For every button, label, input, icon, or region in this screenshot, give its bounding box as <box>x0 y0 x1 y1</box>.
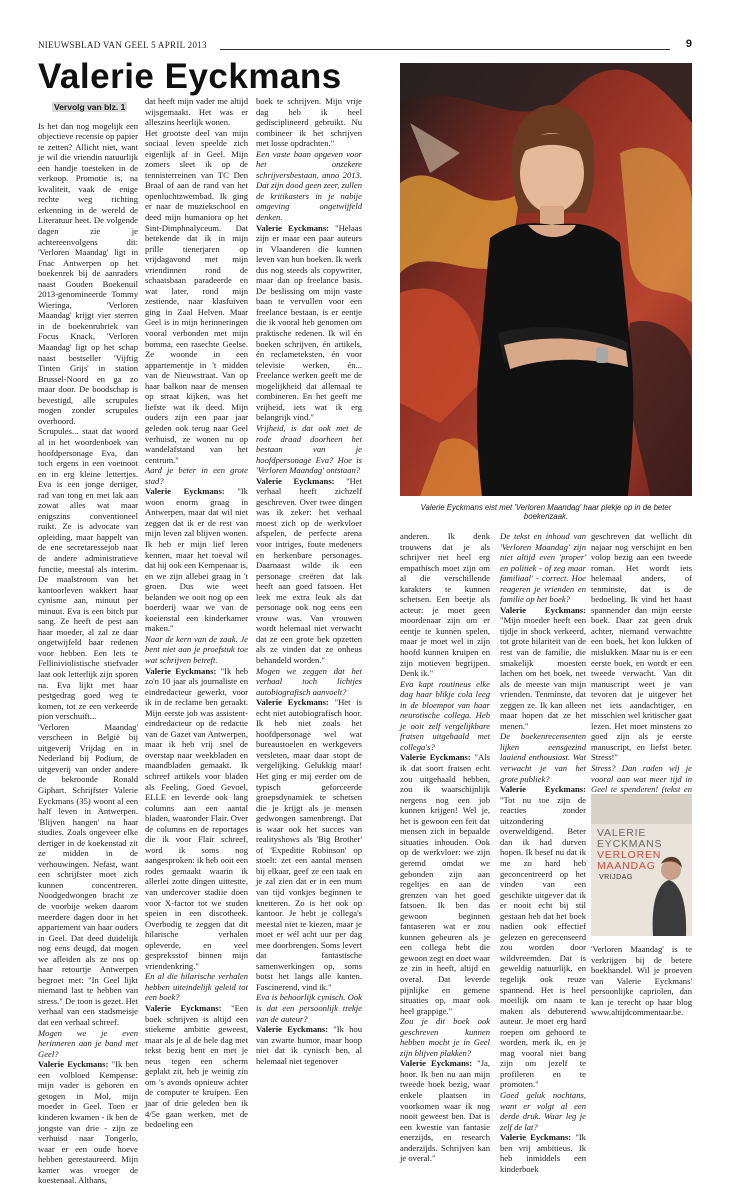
answer-text: "Ik ben een volbloed Kempense: mijn vader is geboren en getogen in Mol, mijn moeder in Geel. Toen er kinderen kwamen - ik ben de jongste van drie - zijn ze verhuisd naar Tongerlo, waar er een oude hoeve hebben gerestaureerd. Mijn kamer was vroeger de koestenaal. Althans, <box>38 1059 138 1186</box>
answer-text: "Ik ben vrij ambitieus. Ik heb inmiddels een kinderboek <box>500 1132 586 1174</box>
question-paragraph: Zou je dit boek ook geschreven kunnen hebben mocht je in Geel zijn blijven plakken? <box>400 1016 490 1058</box>
body-paragraph: 'Verloren Maandag' is te verkrijgen bij de betere boekhandel. Wil je proeven van Valerie Eyckmans' persoonlijke capriolen, dan kan je terecht op haar blog www.altijdcommentaar.be. <box>591 944 692 1018</box>
question-paragraph: De boekenrecensenten lijken eensgezind laaiend enthousiast. Wat verwacht je van het grote publiek? <box>500 731 586 784</box>
column-5 <box>500 531 586 1174</box>
question-paragraph: Een vaste baan opgeven voor het onzekere schrijversbestaan, anno 2013. Dat zijn dood geen zeer, zullen de kritikasters in je nabije omgeving ongetwijfeld denken. <box>256 148 362 223</box>
masthead <box>38 40 692 54</box>
speaker-label: Valerie Eyckmans: <box>38 1059 109 1070</box>
body-paragraph <box>256 1024 362 1066</box>
question-paragraph: Stress? Dan raden wij je vooral aan wat meer tijd in Geel te spenderen! (tekst en <box>591 763 692 795</box>
question-paragraph: Goed geluk nochtans, want er volgt al een derde druk. Waar leg je zelf de lat? <box>500 1089 586 1132</box>
book-title: VERLOREN MAANDAG <box>597 849 662 872</box>
masthead-rule <box>220 49 670 50</box>
book-title-block <box>597 828 689 872</box>
body-paragraph <box>500 605 586 732</box>
column-6-top <box>591 531 692 805</box>
body-paragraph: 'Verloren Maandag' verscheen in België bij uitgeverij Vrijdag en in Nederland bij Podium, de uitgeverij van onder andere de bekroonde Ronald Giphart. Schrijfster Valerie Eyckmans (35) woont al een half leven in Antwerpen. 'Blijven hangen' na haar studies. Zoals ongeveer elke dertiger in de koekenstad zit ze midden in de verhouwingen. Nefast, want een schrijfster moet zich kunnen concentreren. Noodgedwongen bracht ze de voorbije weken daarom meerdere dagen door in het appartement van haar ouders in Geel. Dat deed duidelijk nog eens deugd, dat mogen we afleiden als ze ons op haar retourtje Antwerpen begroet met: "In Geel lijkt niemand last te hebben van stress." De toon is gezet. Het verhaal van een stadsmeisje dat een verhaal schreef. <box>38 721 138 1028</box>
speaker-label: Valerie Eyckmans: <box>500 784 586 795</box>
body-paragraph <box>145 486 248 634</box>
answer-text: "Het verhaal heeft zichzelf geschreven. Over twee dingen was ik zeker: het verhaal moest zich op de werkvloer afspelen, de perfecte arena voor intriges, foute medeners en herkenbare personages. Daarnaast wilde ik een personage creëren dat lak heeft aan goed fatsoen. Het leek me extra leuk als dat personage ook nog eens een vrouw was. Van vrouwen wordt helemaal niet verwacht dat ze een grote bek opzetten als ze vinden dat ze onheus behandeld worden." <box>256 475 362 665</box>
body-paragraph <box>500 784 586 1090</box>
speaker-label: Valerie Eyckmans: <box>145 486 225 497</box>
page-number: 9 <box>685 38 692 50</box>
answer-text: "Als ik dat soort fratsen echt zou uitgehaald hebben, zou ik waarschijnlijk nergens nog een job kunnen krijgen! Wel je, het is gewoon een feit dat mensen zich in bepaalde situaties inhouden. Ook op de werkvloer: we zijn geremd omdat we gebonden zijn aan regeltjes en aan de grenzen van het goed fatsoen. Ik ben das gewoon beginnen fantaseren wat er zou kunnen gebeuren als je een collega hebt die gewoon zegt en doet waar ze zin in heeft, altijd en overal. Dat leverde pijnlijke en gemene situaties op, maar ook heel grappige." <box>400 752 490 1016</box>
body-paragraph: boek te schrijven. Mijn vrije dag heb ik heel gedisciplineerd gebruikt. Nu combineer ik het schrijven met losse opdrachten." <box>256 96 362 149</box>
question-paragraph: Eva kapt routineus elke dag haar blikje cola leeg in de bloempot van haar neurotische collega. Heb je ooit zelf vergelijkbare fratsen uitgehaald met collega's? <box>400 678 490 752</box>
answer-text: "Het is echt niet autobiografisch hoor. Ik heb niet zoals het hoofdpersonage wel wat bureaustoelen en werkgevers versleten, maar daar stopt de vergelijking. Gelukkig maar! Het ging er mij eerder om de typisch geforceerde groepsdynamiek te schetsen die je krijgt als je mensen gedwongen samenbrengt. Dat is waar ook het succes van realityshows als 'Big Brother' of 'Expeditie Robinson' op stoelt: zet een aantal mensen bij elkaar, geef ze een taak en je zal zien dat er in een mum van tijd vonkjes beginnen te knetteren. Zo is het ook op kantoor. Je hebt je collega's meestal niet te kiezen, maar je moet er wél acht uur per dag mee doorbrengen. Soms levert dat fantastische samenwerkingen op, soms botst het langs alle kanten. Fascinerend, vind ik." <box>256 697 362 992</box>
speaker-label: Valerie Eyckmans: <box>145 665 217 676</box>
continued-from-label: Vervolg van blz. 1 <box>54 102 126 112</box>
answer-text: "Tot nu toe zijn de reacties zonder uitzondering overweldigend. Beter dan ik had durven hopen. Ik besef nu dat ik me zo hard heb geconcentreerd op het vinden van een geschikte uitgever dat ik er nooit echt bij stil gestaan heb dat het boek nadien ook effectief gelezen en gerecenseerd zou worden door wildvreemden. Dat is geweldig natuurlijk, en tegelijk ook reuze spannend. Het is heel moeilijk om naam te maken als debuterend auteur. Je moet erg hard roepen om gehoord te worden, merk ik, en je mag vooral niet bang zijn om jezelf te profileren en te promoten." <box>500 794 586 1090</box>
question-paragraph: De tekst en inhoud van 'Verloren Maandag' zijn niet altijd even 'proper' en politiek - of zeg maar familiaal' - correct. Hoe reageren je vrienden en familie op het boek? <box>500 531 586 605</box>
question-paragraph: Vrijheid, is dat ook met de rode draad doorheen het bestaan van je hoofdpersonage Eva? Hoe is 'Verloren Maandag' ontstaan? <box>256 422 362 476</box>
book-author: VALERIE EYCKMANS <box>597 827 663 850</box>
body-paragraph <box>38 1059 138 1186</box>
headline: Valerie Eyckmans <box>38 57 342 96</box>
speaker-label: Valerie Eyckmans: <box>256 697 329 708</box>
speaker-label: Valerie Eyckmans: <box>256 222 330 233</box>
portrait-photo <box>400 63 692 496</box>
body-paragraph <box>145 1003 248 1130</box>
body-paragraph: dat heeft mijn vader me altijd wijsgemaakt. Het was er alleszins heerlijk wonen. <box>145 96 248 128</box>
body-paragraph <box>256 697 362 992</box>
speaker-label: Valerie Eyckmans: <box>500 604 586 615</box>
newspaper-dateline: NIEUWSBLAD VAN GEEL 5 APRIL 2013 <box>38 40 207 50</box>
column-3 <box>256 96 362 1066</box>
speaker-label: Valerie Eyckmans: <box>400 752 471 763</box>
question-paragraph: Mogen we je even herinneren aan je band met Geel? <box>38 1027 138 1059</box>
photo-caption: Valerie Eyckmans eist met 'Verloren Maandag' haar plekje op in de beter boekenzaak. <box>420 503 672 521</box>
question-paragraph: En al die hilarische verhalen hebben uiteindelijk geleid tot een boek? <box>145 971 248 1003</box>
book-publisher: VRIJDAG <box>599 874 633 881</box>
question-paragraph: Mogen we zeggen dat het verhaal toch lichtjes autobiografisch aanvoelt? <box>256 665 362 697</box>
question-paragraph: Eva is behoorlijk cynisch. Ook is dat een persoonlijk trekje van de auteur? <box>256 992 362 1024</box>
body-paragraph: Het grootste deel van mijn sociaal leven speelde zich eigenlijk af in Geel. Mijn zomers sleet ik op de tennisterreinen van TC Den Braal of aan de rand van het openluchtzwembad. Ik ging er naar de muziekschool en deed mijn humaniora op het Sint-Dimphnalyceum. Dat betekende dat ik in mijn prille tienerjaren op vrijdagavond met mijn vriendinnen rond de schaatsbaan paradeerde en wat later, rond mijn zestiende, naar klasfuiven ging in Zaal Helven. Maar Geel is in mijn herinneringen vooral verbonden met mijn bomma, een rasechte Geelse. Ze woonde in een appartementje in 't midden van de Nieuwstraat. Van op haar balkon naar de mensen op straat kijken, was het liefste wat ik deed. Mijn ouders zijn een paar jaar geleden ook terug naar Geel verhuisd, ze wonen nu op wandelafstand van het centrum." <box>145 127 248 465</box>
body-paragraph <box>400 1058 490 1163</box>
answer-text: "Helaas zijn er maar een paar auteurs in Vlaanderen die kunnen leven van hun boeken. Ik werk dus nog steeds als copywriter, maar dan op freelance basis. De beslissing om mijn vaste baan te vervullen voor een freelance bestaan, is er eentje die ik vooral heb genomen om praktische redenen. Ik wil én boeken schrijven, én artikels, én reclameteksten, én voor televisie werken, én... Freelance werken geeft me de mogelijkheid dat allemaal te combineren. En het geeft me vrijheid, iets wat ik erg belangrijk vind." <box>256 222 362 423</box>
speaker-label: Valerie Eyckmans: <box>400 1058 473 1069</box>
body-paragraph: geschreven dat wellicht dit najaar nog verschijnt en ben volop bezig aan een tweede roman. Het wordt iets helemaal anders, of tenminste, dat is de bedoeling. Ik vind het haast spannender dan mijn eerste boek. Daar zat geen druk achter, niemand verwachtte een boek, het kon lukken of mislukken. Maar nu is er een eerste boek, en wordt er een tweede verwacht. Van dit manuscript weet je van tevoren dat je uitgever het net iets aandachtiger, en misschien wel kritischer gaat lezen. Het moet minstens zo goed zijn als je eerste manuscript, en liefst beter. Stress!" <box>591 531 692 763</box>
question-paragraph: Aard je beter in een grote stad? <box>145 465 248 486</box>
answer-text: "Mijn moeder heeft een tijdje in shock verkeerd, tot grote hilariteit van de rest van de familie, die smakelijk moesten lachen om het boek, net als de meeste van mijn vrienden. Tenminste, dat zeggen ze. Ik kan alleen maar hopen dat ze het menen." <box>500 615 586 731</box>
body-paragraph: Is het dan nog mogelijk een objectieve recensie op papier te zetten? Allicht niet, want je wil die vriendin natuurlijk een handje toesteken in de verkoop. Promotie is, na kwaliteit, vaak de enige rechte weg richting erkenning in de wereld de Literatuur heet. De volgende dagen zie je achtereenvolgens dit: 'Verloren Maandag' ligt in Fnac Antwerpen op het boekenrek bij de aanraders naast Gouden Boekenuil 2013-genomineerde Tommy Wieringa, 'Verloren Maandag' krijgt vier sterren in de boekenrubriek van Focus Knack, 'Verloren Maandag' ligt op het schap naast bestseller 'Vijftig Tinten Grijs' in station Brussel-Noord en ga zo maar door. De boodschap is bevestigd, alle scrupules mogen zonder scrupules overboord. <box>38 120 138 426</box>
speaker-label: Valerie Eyckmans: <box>500 1132 572 1143</box>
body-paragraph <box>145 666 248 972</box>
question-paragraph: Naar de kern van de zaak. Je bent niet aan je proefstuk toe wat schrijven betreft. <box>145 633 248 665</box>
answer-text: "Ja, hoor. Ik ben nu aan mijn tweede boek bezig, waar enkele plaatsen in voorkomen waar ik nog nooit geweest ben. Dat is een kwestie van fantasie enerzijds, en research anderzijds. Schrijven kan je overal." <box>400 1058 490 1164</box>
body-paragraph: anderen. Ik denk trouwens dat je als schrijver net heel erg empathisch moet zijn om al die verschillende karakters te kunnen schetsen. Een beetje als acteur: je moet geen moordenaar zijn om er eentje te kunnen spelen, maar je moet wel in zijn hoofd kunnen kruipen en zijn motieven begrijpen. Denk ik." <box>400 531 490 679</box>
book-cover <box>591 794 692 936</box>
column-6-bottom <box>591 944 692 1018</box>
answer-text: "Ik woon enorm graag in Antwerpen, maar dat wil niet zeggen dat ik er de rest van mijn leven zal blijven wonen. Ik heb er mijn lief leren kennen, maar het toeval wil dat hij ook een Kempenaar is, en we zijn allebei graag in 't groen. Dus wie weet belanden we ooit nog op een boerderij waar we van de koeienstal een kinderkamer maken." <box>145 486 248 634</box>
column-1 <box>38 102 138 1186</box>
column-4 <box>400 531 490 1164</box>
body-paragraph <box>256 223 362 423</box>
speaker-label: Valerie Eyckmans: <box>256 1024 329 1035</box>
answer-text: "Een boek schrijven is altijd een stiekeme ambitie geweest, maar als je al de hele dag met tekst bezig bent en met je neus tegen een scherm geplakt zit, heb je weinig zin om 's avonds opnieuw achter de computer te kruipen. Een jaar of drie geleden ben ik 4/5e gaan werken, met de bedoeling een <box>145 1003 248 1130</box>
answer-text: "Ik hou van zwarte humor, maar hoop niet dat ik cynisch ben, al helemaal niet tegenover <box>256 1024 362 1066</box>
body-paragraph: Scrupules... staat dat woord al in het woordenboek van hoofdpersonage Eva, dan toch ergens in een voetnoot en in erg kleine lettertjes. Eva is een jonge dertiger, rad van tong en met lak aan zowat alles wat maar enigszins conventioneel ruikt. Ze is advocate van opleiding, maar happelt van de ene secretaressejob naar de andere administratieve functie, meestal als interim. De maalstroom van het kantoorleven wakkert haar cynisme aan, minuut per minuut. Eva is een bitch pur sang. Ze heeft de pest aan haar moeder, al zal ze daar ongetwijfeld haar redenen voor hebben. Een lets te Felliniviolistische stiefvader laat ook letterlijk zijn sporen na. Eva lijkt met haar pestgedrag goed weg te komen, tot ze een verkeerde pion verschuift... <box>38 426 138 722</box>
speaker-label: Valerie Eyckmans: <box>145 1003 222 1014</box>
speaker-label: Valerie Eyckmans: <box>256 475 335 486</box>
answer-text: "Ik heb zo'n 10 jaar als journaliste en eindredacteur gewerkt, voor ik in de reclame ben geraakt. Mijn eerste job was assistent-eindredacteur op de redactie van de Gazet van Antwerpen, maar ik heb vrij snel de overstap naar weekbladen en maandbladen gemaakt. Ik schreef artikels voor bladen als Feeling, Goed Gevoel, ELLE en leverde ook lang columns aan een aantal bladen, waaronder Flair. Over de columns en de reportages die ik voor Flair schreef, word ik soms nog aangesproken: ik heb ooit een rodes gemaakt waarin ik allerlei zotte dingen uittestte, van undercover stadiie doen voor X-factor tot we studen speien in een discotheek. Overbodig te zeggen dat dit hilarische verhalen opleverde, en veel gespreksstof binnen mijn vriendenkring." <box>145 665 248 971</box>
body-paragraph <box>500 1132 586 1174</box>
body-paragraph <box>256 476 362 666</box>
body-paragraph <box>400 752 490 1016</box>
column-2 <box>145 96 248 1130</box>
